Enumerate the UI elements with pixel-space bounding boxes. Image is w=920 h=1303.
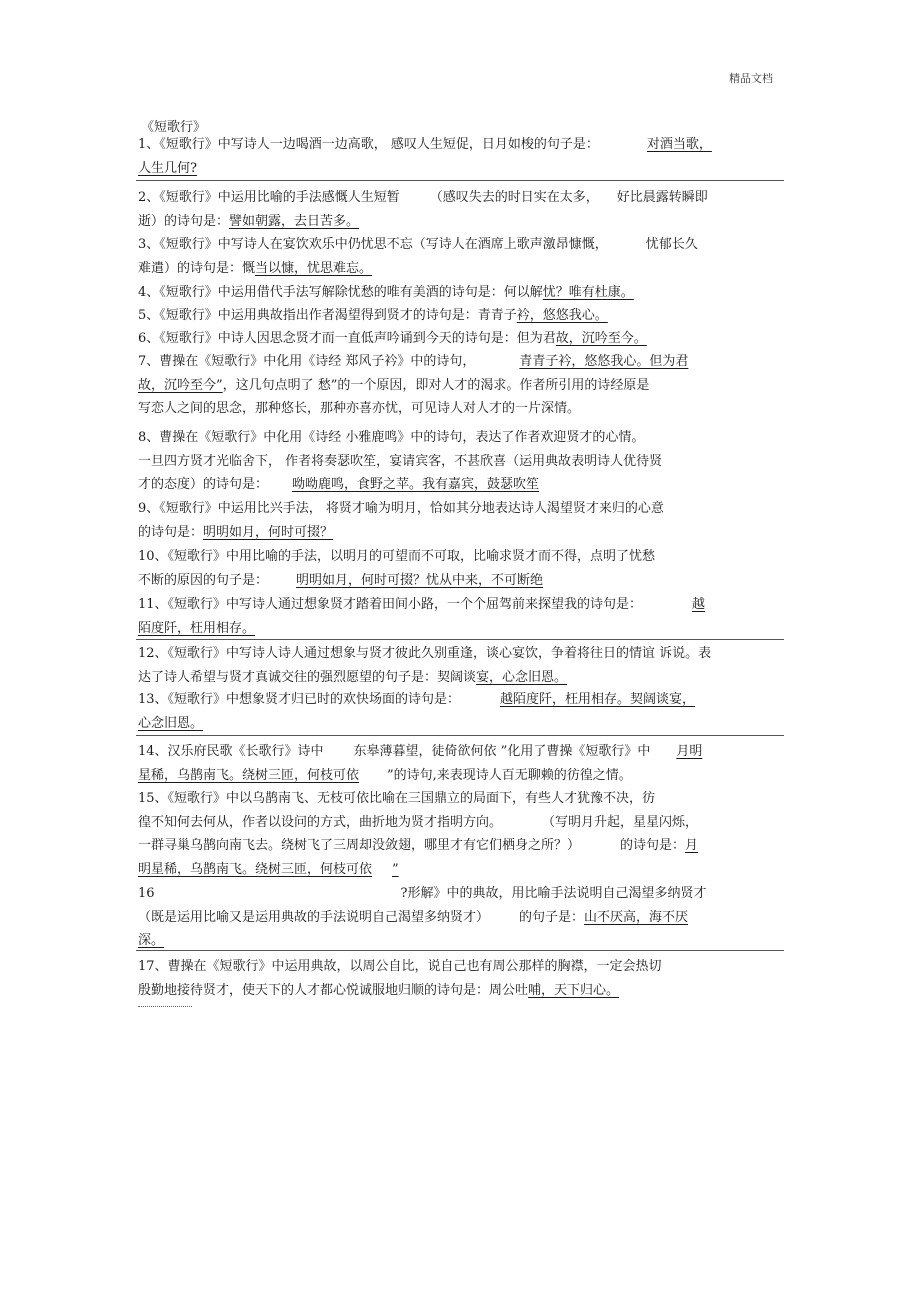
q14-prompt: 14、汉乐府民歌《长歌行》诗中 xyxy=(138,744,324,759)
q13-prompt: 13、《短歌行》中想象贤才归已时的欢快场面的诗句是： xyxy=(138,692,461,707)
q15-prompt-end: 的诗句是： xyxy=(620,838,686,853)
q15-answer-end: ” xyxy=(392,861,399,877)
q11-prompt: 11、《短歌行》中写诗人通过想象贤才踏着田间小路，一个个屈驾前来探望我的诗句是： xyxy=(138,597,643,612)
q7-answer-part1: 青青子衿，悠悠我心。但为君 xyxy=(519,354,689,369)
q15-answer-part2: 明星稀，乌鹊南飞。绕树三匝，何枝可依 xyxy=(138,861,373,877)
q2-note: （感叹失去的时日实在太多， xyxy=(429,190,599,205)
q2-answer: 譬如朝露，去日苦多。 xyxy=(229,213,360,229)
q12-prompt-cont: 达了诗人希望与贤才真诚交往的强烈愿望的句子是：契阔谈 xyxy=(138,669,477,685)
q2-prompt-cont: 逝）的诗句是： xyxy=(138,213,230,229)
q15-note: （写明月升起，星星闪烁， xyxy=(542,814,699,830)
q3-prompt: 3、《短歌行》中写诗人在宴饮欢乐中仍忧思不忘（写诗人在酒席上歌声激昂慷慨， xyxy=(138,237,608,252)
question-12 xyxy=(138,642,783,689)
separator-line xyxy=(136,735,784,736)
q17-answer: 哺，天下归心。 xyxy=(528,982,620,998)
separator-line xyxy=(136,950,784,951)
q5-prompt: 5、《短歌行》中运用典故指出作者渴望得到贤才的诗句是：青青子 xyxy=(138,308,517,323)
q6-prompt: 6、《短歌行》中诗人因思念贤才而一直低声吟诵到今天的诗句是：但为君 xyxy=(138,331,556,346)
separator-line xyxy=(136,180,784,181)
q16-number: 16 xyxy=(138,886,155,901)
q7-explanation-cont: 写恋人之间的思念，那种悠长，那种亦喜亦忧，可见诗人对人才的一片深情。 xyxy=(138,401,581,416)
q7-answer-part2: 故，沉吟至今” xyxy=(138,377,223,393)
question-1 xyxy=(138,133,783,180)
q16-prompt: ?形解》中的典故，用比喻手法说明自己渴望多纳贤才 xyxy=(400,886,707,901)
question-17 xyxy=(138,955,783,1002)
q12-answer: 宴，心念旧恩。 xyxy=(476,669,568,685)
q16-answer-part2: 深。 xyxy=(138,933,165,948)
q4-prompt: 4、《短歌行》中运用借代手法写解除忧愁的唯有美酒的诗句是：何以解 xyxy=(138,285,543,300)
q9-answer: 明明如月，何时可掇？ xyxy=(203,524,334,540)
q2-note-cont: 好比晨露转瞬即 xyxy=(616,190,708,205)
q4-answer: 忧？唯有杜康。 xyxy=(542,285,634,300)
question-7 xyxy=(138,350,783,421)
q9-prompt: 9、《短歌行》中运用比兴手法， 将贤才喻为明月，恰如其分地表达诗人渴望贤才来归的心意 xyxy=(138,501,664,516)
q10-answer: 明明如月，何时可掇？忧从中来，不可断绝 xyxy=(296,572,544,588)
q10-prompt-cont: 不断的原因的句子是： xyxy=(138,572,269,588)
q1-answer-part1: 对酒当歌， xyxy=(646,137,712,152)
q11-answer-part2: 陌度阡，枉用相存。 xyxy=(138,620,256,636)
question-2 xyxy=(138,186,783,233)
q14-quote: 东皋薄暮望，徒倚欲何依 ”化用了曹操《短歌行》中 xyxy=(353,744,651,759)
q8-answer: 呦呦鹿鸣，食野之苹。我有嘉宾，鼓瑟吹笙 xyxy=(292,477,540,492)
q14-answer-part1: 月明 xyxy=(676,744,703,759)
q13-answer-part1: 越陌度阡，枉用相存。契阔谈宴， xyxy=(500,692,696,707)
q1-answer-part2: 人生几何? xyxy=(138,160,197,176)
q17-prompt: 17、曹操在《短歌行》中运用典故，以周公自比，说自己也有周公那样的胸襟，一定会热切 xyxy=(138,959,662,974)
q15-answer-part1: 月 xyxy=(685,838,699,853)
page-header-label: 精品文档 xyxy=(729,72,773,85)
question-14 xyxy=(138,740,783,787)
q15-prompt-cont: 徨不知何去何从，作者以设问的方式，曲折地为贤才指明方向。 xyxy=(138,814,503,830)
q7-prompt: 7、曹操在《短歌行》中化用《诗经 郑风子衿》中的诗句， xyxy=(138,354,476,369)
q15-note-cont: 一群寻巢乌鹊向南飞去。绕树飞了三周却没敛翅，哪里才有它们栖身之所？） xyxy=(138,838,581,853)
q1-prompt: 1、《短歌行》中写诗人一边喝酒一边高歌， 感叹人生短促，日月如梭的句子是： xyxy=(138,137,599,152)
question-10 xyxy=(138,545,783,592)
q11-answer-part1: 越 xyxy=(692,597,706,612)
q15-prompt: 15、《短歌行》中以乌鹊南飞、无枝可依比喻在三国鼎立的局面下，有些人才犹豫不决，彷 xyxy=(138,791,656,806)
q3-prompt-cont: 忧郁长久 xyxy=(645,237,698,252)
q17-prompt-cont: 殷勤地接待贤才，使天下的人才都心悦诚服地归顺的诗句是：周公吐 xyxy=(138,982,529,998)
separator-line xyxy=(136,639,784,640)
question-9 xyxy=(138,497,783,544)
question-5 xyxy=(138,304,783,328)
q16-prompt-end: 的句子是： xyxy=(519,909,585,925)
q8-prompt-end: 才的态度）的诗句是： xyxy=(138,477,269,492)
page-title: 《短歌行》 xyxy=(141,120,207,135)
q14-prompt-end: ”的诗句,来表现诗人百无聊赖的彷徨之情。 xyxy=(387,767,632,783)
question-16 xyxy=(138,882,783,953)
q3-prompt-end: 难遣）的诗句是：慨 xyxy=(138,260,256,276)
question-3 xyxy=(138,233,783,280)
q6-answer: 故，沉吟至今。 xyxy=(555,331,647,346)
dotted-footer-line xyxy=(138,1006,192,1007)
question-13 xyxy=(138,688,783,735)
question-11 xyxy=(138,593,783,640)
q8-prompt: 8、曹操在《短歌行》中化用《诗经 小雅鹿鸣》中的诗句，表达了作者欢迎贤才的心情。 xyxy=(138,430,645,445)
q14-answer-part2: 星稀，乌鹊南飞。绕树三匝，何枝可依 xyxy=(138,767,360,783)
question-8 xyxy=(138,426,783,497)
q9-prompt-cont: 的诗句是： xyxy=(138,524,204,540)
q2-prompt: 2、《短歌行》中运用比喻的手法感慨人生短暂 xyxy=(138,190,400,205)
q12-prompt: 12、《短歌行》中写诗人诗人通过想象与贤才彼此久别重逢，谈心宴饮，争着将往日的情谊 诉说。表 xyxy=(138,646,712,661)
question-6 xyxy=(138,327,783,351)
q10-prompt: 10、《短歌行》中用比喻的手法，以明月的可望而不可取，比喻求贤才而不得，点明了忧愁 xyxy=(138,549,656,564)
q8-prompt-cont: 一旦四方贤才光临舍下， 作者将奏瑟吹笙，宴请宾客，不甚欣喜（运用典故表明诗人优待贤 xyxy=(138,453,663,469)
q7-explanation: ，这几句点明了 愁”的一个原因，即对人才的渴求。作者所引用的诗经原是 xyxy=(222,377,650,393)
q16-answer-part1: 山不厌高，海不厌 xyxy=(584,909,689,925)
question-4 xyxy=(138,281,783,305)
question-15 xyxy=(138,787,783,881)
q3-answer: 当以慷，忧思难忘。 xyxy=(255,260,373,276)
q5-answer: 衿，悠悠我心。 xyxy=(516,308,608,323)
q13-answer-part2: 心念旧恩。 xyxy=(138,715,204,731)
q16-note: （既是运用比喻又是运用典故的手法说明自己渴望多纳贤才） xyxy=(138,909,490,925)
